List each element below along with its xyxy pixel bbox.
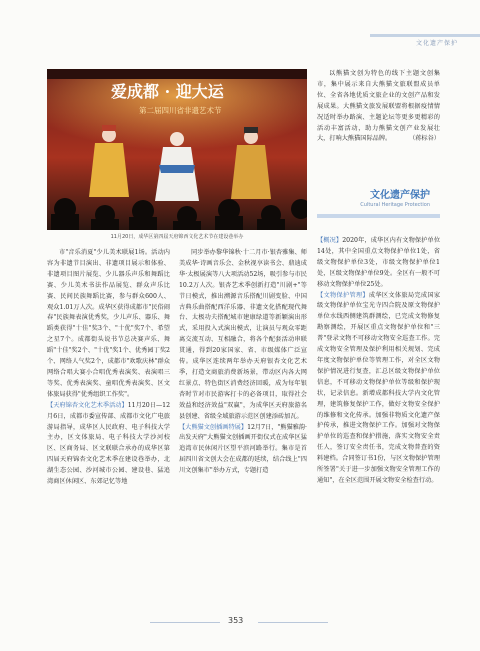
column-1	[47, 248, 170, 488]
paragraph-tagged	[317, 291, 440, 487]
paragraph-text: 2020年，成华区内有文物保护单位14处，其中全国重点文物保护单位1处，省级文物保护单位3处，市级文物保护单位1处，区级文物保护单位9处。全区有一般不可移动文物保护单位25处。	[317, 237, 441, 288]
event-photo	[47, 69, 307, 230]
paragraph: 同步举办黎华锦秋·十二月市·银杏雅集、师美成华·诗画音乐会、金秋视享读书会、鼎迪成华·太极展演等八大项活动52场，吸引参与市民10.2万人次。银杏艺术季创新打造"川剧+"等节日模式，推出溯源音乐搭配川剧变脸、中国古典乐曲搭配西洋乐器、非遗文化搭配现代舞台、太极功夫搭配城市建康绿道等新颖演出形式，采用投入式演出模式，让演员与观众零距离交流互动、互相融合，将各个配套活动串联贯通，得到20家国家、省、市级媒体广泛宣传。成华区连续两年举办天府银杏文化艺术季，打造文商旅消费新场景，带动区内各大网红景点、特色街区消费经济回暖，成为每年银杏时节对市民游客打卡的必备项目，取得社会效益和经济效益"双赢"，为成华区天府旅游名县创建、省级全域旅游示范区创建添砖加瓦。	[179, 249, 307, 420]
section-title: 文化遗产保护	[370, 190, 430, 201]
paragraph-text: 以熊猫文创为特色的线下主题文创集市，集中展示来自大熊猫文旅联盟成员单位、全省各地优质文旅企业的文创产品和发展成果。大熊猫文旅发展联盟将根据疫情情况适时举办路演、主题论坛等更多更精彩的活动丰富活动，助力熊猫文创产业发展壮大，打响大熊猫国际品牌。	[317, 70, 440, 143]
section-tag: 【大熊猫文创插画特展】	[179, 423, 248, 431]
section-tag: 【概况】	[317, 237, 343, 244]
paragraph-tagged	[179, 423, 307, 478]
page-header	[0, 0, 480, 46]
banner-subtitle: 第二届四川省非遗艺术节	[139, 106, 222, 115]
paragraph-tagged	[47, 401, 170, 488]
running-head: 文化遗产保护	[415, 40, 458, 47]
section-heading	[317, 184, 440, 224]
banner-title: 爱成都 · 迎大运	[111, 82, 224, 101]
paragraph-text: 12月7日，"熊猫雅韵·出发天府"大熊猫文创插画开街仪式在成华区猛追湾市民休闲片区望平滨河路举行。集市是首届四川省文创大会在成都的延续，结合线上"四川文创集市"举办方式，专题打造	[179, 423, 307, 475]
footer-rule-right	[258, 622, 328, 623]
paragraph	[317, 69, 440, 145]
column-4	[317, 236, 440, 487]
section-tag: 【文物保护管理】	[317, 291, 369, 299]
page-number: 353	[228, 616, 244, 625]
paragraph-text: 11月20日—12月6日，成都市委宣传部、成都市文化广电旅游局指导，成华区人民政府、电子科技大学主办，区文体旅局、电子科技大学沙河校区、区商务局、区文联联合承办的成华区第四届天府锦杏文化艺术季在建设巷举办，北湖生态公园、沙河城市公园、建设巷、猛追湾商区休闲区、东郊记忆等地	[47, 401, 171, 486]
header-rule	[370, 34, 480, 37]
section-tag: 【天府锦杏文化艺术季活动】	[47, 401, 128, 409]
author-signature: （蒋标谷）	[409, 135, 440, 143]
page-footer	[0, 612, 480, 632]
photo-caption: 11月20日，成华区第四届天府锦西文化艺术节在建设巷举办	[110, 234, 244, 240]
column-2	[179, 248, 307, 477]
section-subtitle: Cultural Heritage Protection	[360, 202, 430, 208]
paragraph-text: 成华区文体旅局完成国家级文物保护单位宝光寺四合院及原文物保护单位水线西侧建筑群测绘，已完成文物修复勘察测绘，开展区重点文物保护单位和"三普"登录文物不可移动文物安全巡查工作。完成文物安全管理及保护利用相关规划、完成年度文物保护单位等管理工作，对全区文物保护情况进行复查，汇总区级文物保护单位信息，不可移动文物保护单位等级和保护现状，记录信息。新增成都科技大学内文化管理，建筑修复保护工作，做好文物安全保护的维修和文化传承。加强非物质文化遗产保护传承，推进文物保护工作。加强对文物保护单位的巡查和保护措施，落实文物安全责任人，签订安全责任书，完成文物普查的资料建档。合同签订书1份，与区文物保护管理所签署"关于进一步加强文物安全管理工作的通知"，在全区范围开展文物安全检查行动。	[317, 291, 441, 484]
column-3	[317, 69, 440, 145]
section-rule	[317, 214, 440, 218]
footer-rule-left	[150, 622, 220, 623]
paragraph-tagged	[317, 236, 440, 291]
paragraph: 市"音乐消夏"少儿美术联展1场。活动内容为非遗节目演出、非遗项目展示和体验、非遗项目图片展览、少儿器乐声乐和舞蹈比赛、少儿美术书法作品展览、群众声乐比赛、民间民族舞蹈比赛，参与群众600人、观众1.01万人次。成华区获得成都市"民俗闹春"民族舞表演优秀奖，少儿声乐、器乐、舞蹈类获得"十佳"奖3个、"十优"奖7个、希望之星7个。成都街头说书节总决赛声乐、舞蹈"十佳"奖2个、"十优"奖1个、优秀园丁奖2个、网络人气奖2个，成都市"欢歌庆林"群众网络合唱大赛小合唱优秀表演奖、表演唱三等奖、优秀表演奖、童唱优秀表演奖、区文体旅局获得"优秀组织工作奖"。	[47, 249, 170, 398]
